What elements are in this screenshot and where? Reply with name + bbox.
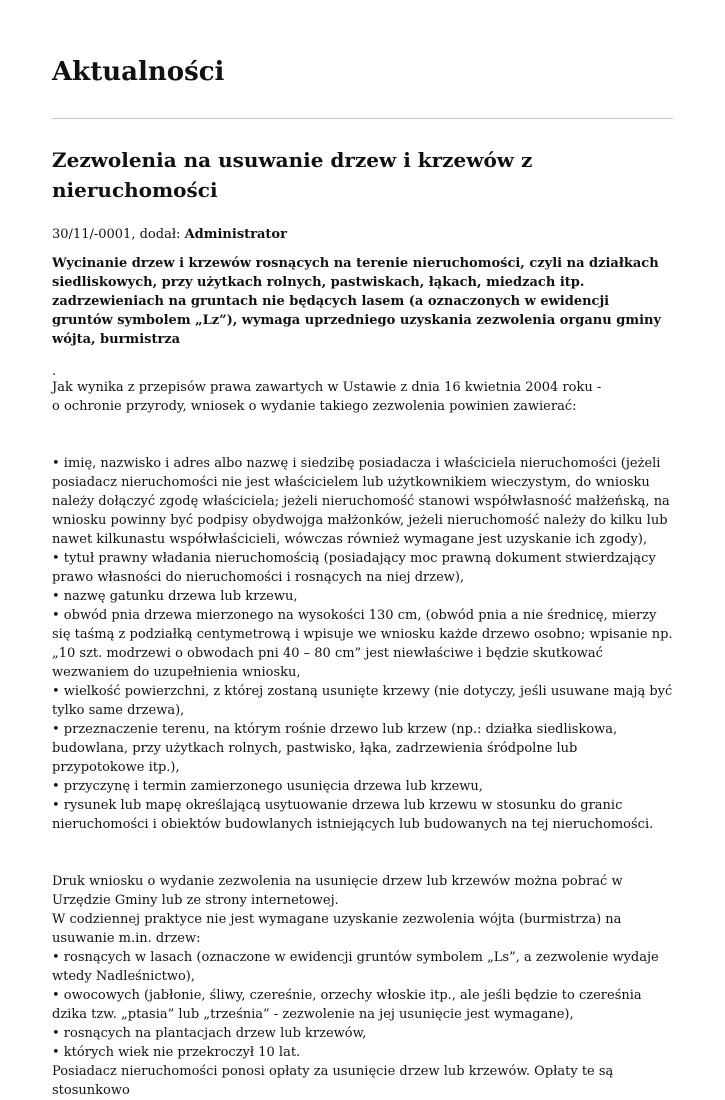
list-item: • rosnących na plantacjach drzew lub krzewów, [52, 1026, 367, 1041]
form-info-paragraph: Druk wniosku o wydanie zezwolenia na usunięcie drzew lub krzewów można pobrać w Urzędzie Gminy lub ze strony internetowej. [52, 874, 623, 908]
added-by-label: dodał: [139, 227, 181, 242]
list-item: • owocowych (jabłonie, śliwy, czereśnie, orzechy włoskie itp., ale jeśli będzie to czereśnia dzika tzw. „ptasia” lub „trześnia” - zezwolenie na jej usunięcie jest wymagane), [52, 988, 642, 1022]
list-item: • rosnących w lasach (oznaczone w ewidencji gruntów symbolem „Ls”, a zezwolenie wydaje wtedy Nadleśnictwo), [52, 950, 659, 984]
intro-line-2: o ochronie przyrody, wniosek o wydanie takiego zezwolenia powinien zawierać: [52, 399, 577, 414]
intro-paragraph [52, 378, 673, 416]
form-and-practice-section [52, 872, 673, 1100]
article-date: 30/11/-0001 [52, 227, 132, 242]
list-item: • przyczynę i termin zamierzonego usunięcia drzewa lub krzewu, [52, 779, 483, 794]
fees-info-paragraph: Posiadacz nieruchomości ponosi opłaty za usunięcie drzew lub krzewów. Opłaty te są stosunkowo [52, 1064, 614, 1098]
list-item: • obwód pnia drzewa mierzonego na wysokości 130 cm, (obwód pnia a nie średnicę, mierzy się taśmą z podziałką centymetrową i wpisuje we wniosku każde drzewo osobno; wpisanie np. „10 szt. modrzewi o obwodach pni 40 – 80 cm” jest niewłaściwe i będzie skutkować wezwaniem do uzupełnienia wniosku, [52, 608, 673, 680]
article-meta: 30/11/-0001, dodał: Administrator [52, 227, 287, 242]
header-divider [52, 118, 673, 119]
list-item: • wielkość powierzchni, z której zostaną usunięte krzewy (nie dotyczy, jeśli usuwane mają być tylko same drzewa), [52, 684, 673, 718]
list-item: • przeznaczenie terenu, na którym rośnie drzewo lub krzew (np.: działka siedliskowa, budowlana, przy użytkach rolnych, pastwisko, łąka, zadrzewienia śródpolne lub przypotokowe itp.), [52, 722, 618, 775]
article-author: Administrator [184, 227, 287, 242]
page-title: Aktualności [52, 57, 225, 87]
practice-info-paragraph: W codziennej praktyce nie jest wymagane uzyskanie zezwolenia wójta (burmistrza) na usuwanie m.in. drzew: [52, 912, 622, 946]
list-item: • nazwę gatunku drzewa lub krzewu, [52, 589, 298, 604]
list-item: • rysunek lub mapę określającą usytuowanie drzewa lub krzewu w stosunku do granic nieruchomości i obiektów budowlanych istniejących lub budowanych na tej nieruchomości. [52, 798, 654, 832]
article-lead: Wycinanie drzew i krzewów rosnących na terenie nieruchomości, czyli na działkach siedliskowych, przy użytkach rolnych, pastwiskach, łąkach, miedzach itp. zadrzewieniach na gruntach nie będących lasem (a oznaczonych w ewidencji gruntów symbolem „Lz”), wymaga uprzedniego uzyskania zezwolenia organu gminy wójta, burmistrza [52, 256, 662, 347]
requirements-list [52, 454, 673, 834]
list-item: • których wiek nie przekroczył 10 lat. [52, 1045, 301, 1060]
article-title: Zezwolenia na usuwanie drzew i krzewów z nieruchomości [52, 148, 533, 202]
list-item: • imię, nazwisko i adres albo nazwę i siedzibę posiadacza i właściciela nieruchomości (jeżeli posiadacz nieruchomości nie jest właścicielem lub użytkownikiem wieczystym, do wniosku należy dołączyć zgodę właściciela; jeżeli nieruchomość stanowi współwłasność małżeńską, na wniosku powinny być podpisy obydwojga małżonków, jeżeli nieruchomość należy do kilku lub nawet kilkunastu współwłaścicieli, wówczas również wymagane jest uzyskanie ich zgody), [52, 456, 670, 547]
intro-line-1: Jak wynika z przepisów prawa zawartych w Ustawie z dnia 16 kwietnia 2004 roku - [52, 380, 602, 395]
article-body [52, 366, 673, 1100]
separator-dot: . [52, 364, 57, 379]
exemptions-list [52, 948, 673, 1062]
list-item: • tytuł prawny władania nieruchomością (posiadający moc prawną dokument stwierdzający prawo własności do nieruchomości i rosnących na niej drzew), [52, 551, 656, 585]
